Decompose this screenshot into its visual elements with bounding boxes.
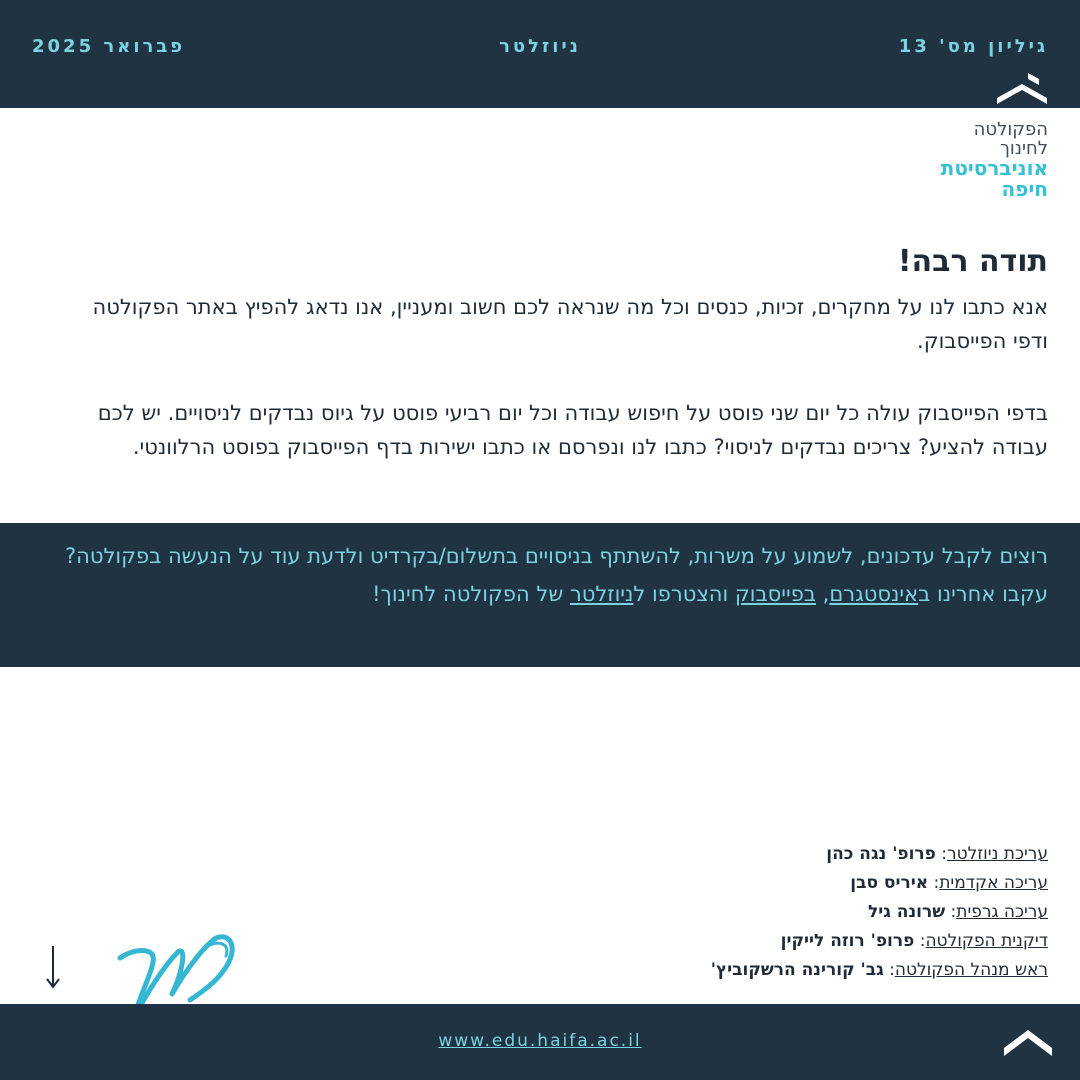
thanks-title: תודה רבה! (897, 244, 1048, 279)
credits-list (711, 840, 1048, 985)
credit-label: עריכה אקדמית (939, 873, 1048, 893)
issue-date: פברואר 2025 (32, 36, 186, 57)
intro-paragraph: אנא כתבו לנו על מחקרים, זכיות, כנסים וכל מה שנראה לכם חשוב ומעניין, אנו נדאג להפיץ באתר הפקולטה ודפי הפייסבוק. (92, 295, 1048, 353)
university-line: חיפה (1001, 177, 1048, 201)
top-bar (0, 0, 1080, 108)
issue-number: גיליון מס' 13 (898, 36, 1048, 57)
credit-name: פרופ' נגה כהן (826, 844, 936, 864)
newsletter-link[interactable]: ניוזלטר (569, 582, 634, 606)
faculty-logo (941, 120, 1048, 200)
website-link[interactable]: www.edu.haifa.ac.il (438, 1031, 642, 1051)
footer-bar (0, 1004, 1080, 1080)
university-logo-icon (997, 72, 1047, 104)
follow-prefix: עקבו אחרינו ב (918, 582, 1048, 606)
credit-row: ראש מנהל הפקולטה: גב' קורינה הרשקוביץ' (710, 960, 1048, 980)
follow-text (38, 537, 1048, 613)
credit-name: גב' קורינה הרשקוביץ' (710, 960, 884, 980)
credit-label: עריכת ניוזלטר (946, 844, 1048, 864)
credit-name: פרופ' רוזה לייקין (780, 931, 915, 951)
credit-row: עריכת ניוזלטר: פרופ' נגה כהן (826, 844, 1048, 864)
facebook-paragraph: בדפי הפייסבוק עולה כל יום שני פוסט על חיפוש עבודה וכל יום רביעי פוסט על גיוס נבדקים לניסויים. יש לכם עבודה להציע? צריכים נבדקים לניסוי? כתבו לנו ונפרסם או כתבו ישירות בדף הפייסבוק בפוסט הרלוונטי. (97, 401, 1048, 459)
updates-question: רוצים לקבל עדכונים, לשמוע על משרות, להשתתף בניסויים בתשלום/בקרדיט ולדעת עוד על הנעשה בפקולטה? (64, 544, 1048, 568)
credit-name: שרונה גיל (867, 902, 946, 922)
faculty-line: הפקולטה (973, 119, 1048, 140)
arrow-down-icon[interactable] (44, 944, 62, 990)
credit-row: עריכה אקדמית: איריס סבן (850, 873, 1048, 893)
chevron-up-icon (1004, 1030, 1052, 1056)
instagram-link[interactable]: אינסטגרם (829, 582, 919, 606)
credit-name: איריס סבן (850, 873, 929, 893)
credit-label: עריכה גרפית (956, 902, 1048, 922)
separator: , (815, 582, 830, 606)
university-line: אוניברסיטת (940, 156, 1048, 180)
follow-banner (0, 523, 1080, 667)
credit-row: עריכה גרפית: שרונה גיל (867, 902, 1048, 922)
follow-suffix: של הפקולטה לחינוך! (372, 582, 570, 606)
join-text: והצטרפו ל (633, 582, 735, 606)
credit-label: ראש מנהל הפקולטה (894, 960, 1048, 980)
newsletter-title: ניוזלטר (499, 36, 581, 57)
credit-row: דיקנית הפקולטה: פרופ' רוזה לייקין (780, 931, 1048, 951)
credit-label: דיקנית הפקולטה (925, 931, 1048, 951)
faculty-line: לחינוך (1000, 138, 1048, 159)
facebook-link[interactable]: בפייסבוק (734, 582, 816, 606)
